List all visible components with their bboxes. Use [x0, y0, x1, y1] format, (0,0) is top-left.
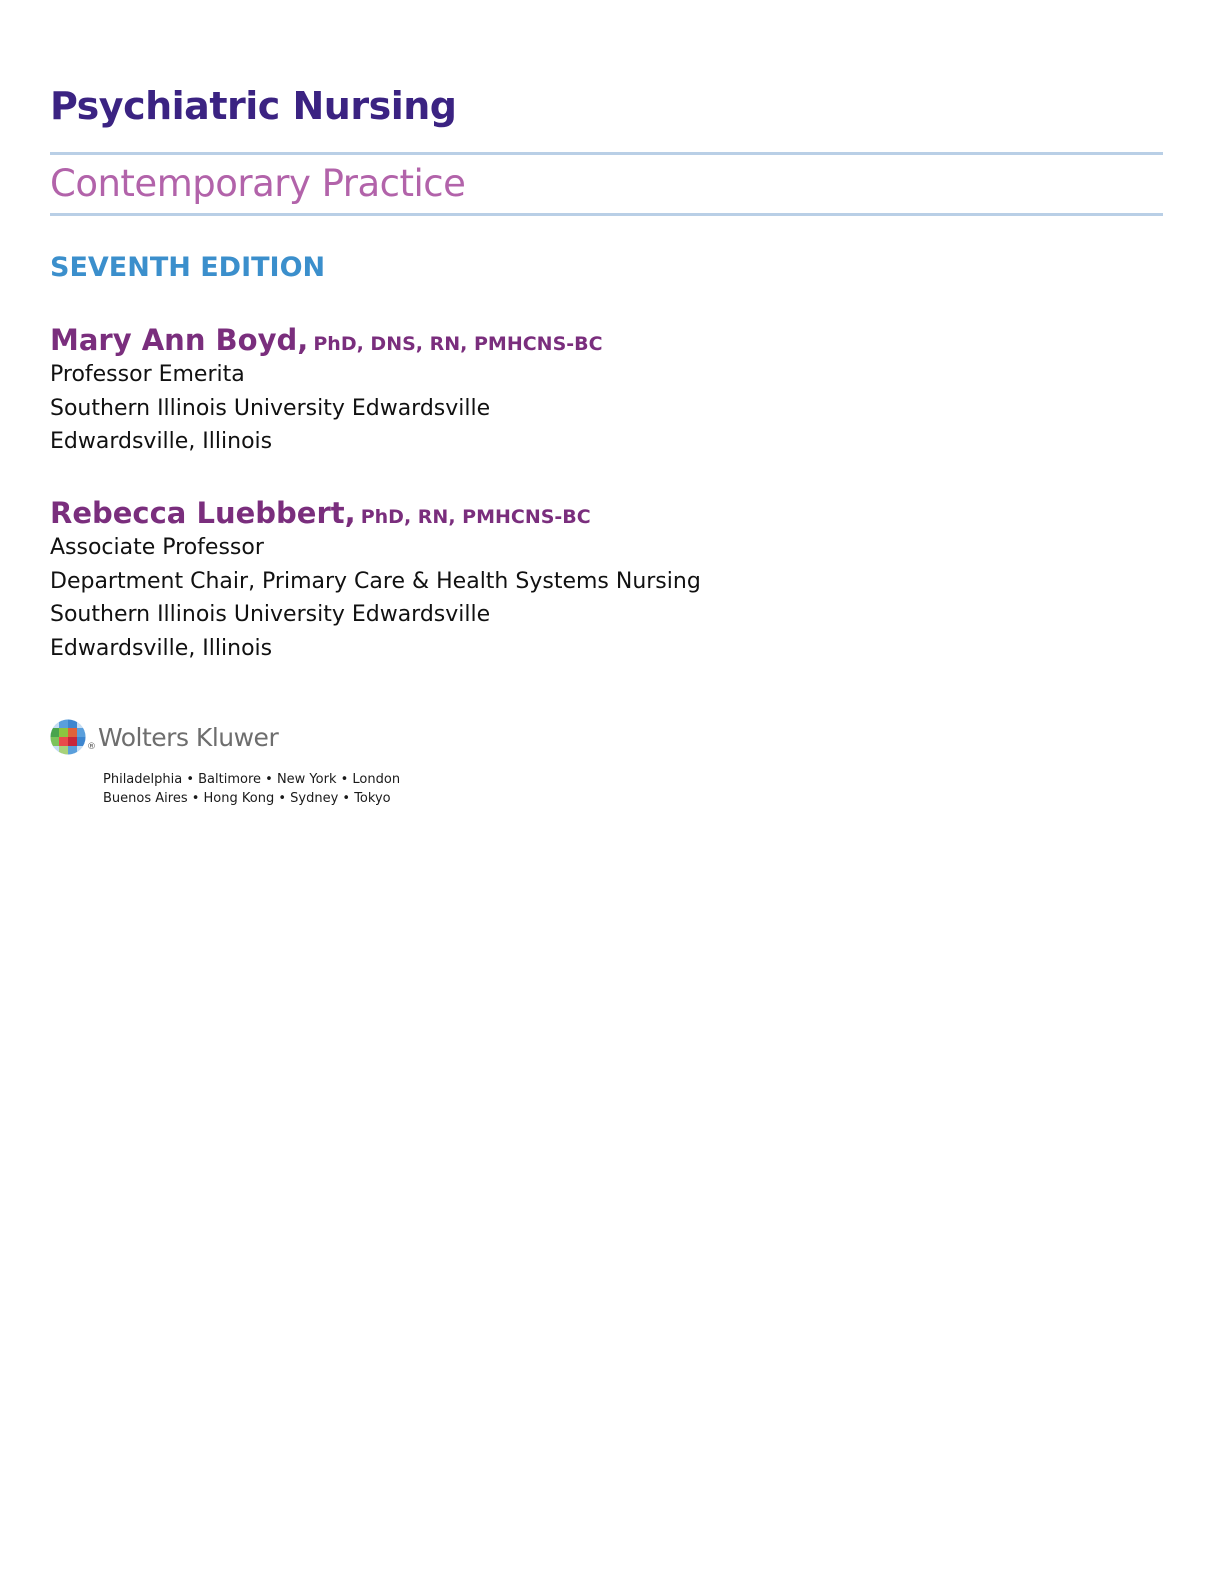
- publisher-cities: [103, 770, 400, 808]
- publisher-logo: [50, 718, 400, 756]
- author-name: Mary Ann Boyd,: [50, 323, 309, 357]
- book-title: Psychiatric Nursing: [50, 84, 457, 128]
- affiliation-line: Department Chair, Primary Care & Health Systems Nursing: [50, 568, 701, 594]
- author-block: [50, 322, 603, 459]
- author-affiliation: [50, 531, 701, 665]
- cities-line: Buenos Aires • Hong Kong • Sydney • Tokyo: [103, 791, 391, 806]
- affiliation-line: Edwardsville, Illinois: [50, 429, 273, 454]
- cities-line: Philadelphia • Baltimore • New York • London: [103, 772, 401, 787]
- author-affiliation: [50, 358, 603, 459]
- publisher-name: Wolters Kluwer: [98, 722, 279, 752]
- affiliation-line: Professor Emerita: [50, 362, 245, 387]
- publisher-block: [50, 718, 400, 808]
- author-name-line: [50, 495, 701, 531]
- author-credentials: PhD, RN, PMHCNS-BC: [360, 506, 591, 528]
- title-divider-bottom: [50, 213, 1163, 216]
- author-credentials: PhD, DNS, RN, PMHCNS-BC: [313, 333, 603, 355]
- edition-label: SEVENTH EDITION: [50, 252, 326, 283]
- affiliation-line: Edwardsville, Illinois: [50, 635, 273, 661]
- registered-mark: ®: [87, 742, 96, 752]
- author-block: [50, 495, 701, 665]
- affiliation-line: Southern Illinois University Edwardsville: [50, 602, 491, 627]
- wolters-kluwer-logo-icon: [50, 719, 86, 755]
- affiliation-line: Southern Illinois University Edwardsville: [50, 395, 491, 421]
- book-subtitle: Contemporary Practice: [50, 162, 466, 205]
- affiliation-line: Associate Professor: [50, 535, 264, 560]
- author-name: Rebecca Luebbert,: [50, 496, 356, 530]
- author-name-line: [50, 322, 603, 358]
- title-divider-top: [50, 152, 1163, 155]
